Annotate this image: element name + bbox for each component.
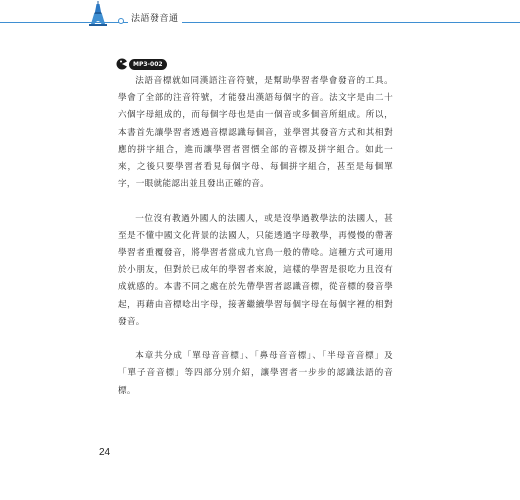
running-header	[0, 0, 520, 32]
audio-track-label: MP3-002	[129, 59, 167, 70]
paragraph-1: 法語音標就如同漢語注音符號，是幫助學習者學會發音的工具。學會了全部的注音符號，才能發出漢語每個字的音。法文字是由二十六個字母組成的，而每個字母也是由一個音或多個音所組成。所以，本書首先讓學習者透過音標認識每個音，並學習其發音方式和其相對應的拼字組合，進而讓學習者習慣全部的音標及拼字組合。如此一來，之後只要學習者看見每個字母、每個拼字組合，甚至是每個單字，一眼就能認出並且發出正確的音。	[118, 76, 393, 190]
eiffel-tower-icon	[86, 0, 110, 28]
paragraph-3: 本章共分成「單母音音標」、「鼻母音音標」、「半母音音標」及「單子音音標」等四部分別介紹，讓學習者一步步的認識法語的音標。	[118, 351, 393, 396]
body-text	[118, 73, 393, 417]
audio-face-icon	[116, 58, 128, 70]
header-bullet	[118, 18, 124, 24]
header-rule	[0, 22, 520, 23]
audio-track-tag[interactable]	[116, 57, 167, 71]
paragraph-2: 一位沒有教過外國人的法國人，或是沒學過教學法的法國人，甚至是不懂中國文化背景的法國人，只能透過字母教學，再慢慢的帶著學習者重覆發音，將學習者當成九官鳥一般的帶唸。這種方式可適用於小朋友，但對於已成年的學習者來說，這樣的學習是很吃力且沒有成就感的。本書不同之處在於先帶學習者認識音標，從音標的發音學起，再藉由音標唸出字母，接著繼續學習每個字母在每個字裡的相對發音。	[118, 213, 393, 327]
page-number: 24	[99, 447, 111, 458]
header-title: 法語發音通	[128, 11, 182, 24]
